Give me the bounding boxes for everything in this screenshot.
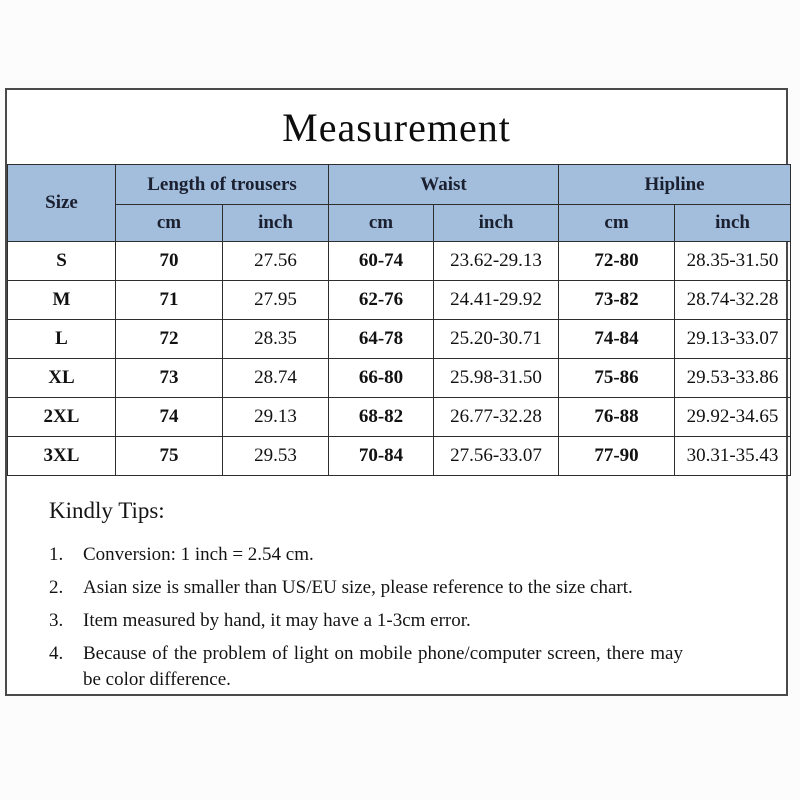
cell-length-inch: 27.56: [223, 242, 329, 281]
page-title: Measurement: [282, 104, 511, 150]
cell-waist-cm: 70-84: [329, 437, 434, 476]
table-row-xl: [8, 359, 791, 398]
col-header-length-inch: inch: [223, 205, 329, 242]
tip-text: Conversion: 1 inch = 2.54 cm.: [83, 544, 314, 565]
col-header-hip-inch: inch: [675, 205, 791, 242]
cell-size: S: [8, 242, 116, 281]
cell-length-cm: 72: [116, 320, 223, 359]
cell-hip-inch: 28.35-31.50: [675, 242, 791, 281]
cell-size: M: [8, 281, 116, 320]
cell-hip-cm: 72-80: [559, 242, 675, 281]
cell-waist-cm: 66-80: [329, 359, 434, 398]
title-bar: [7, 90, 786, 164]
tip-text: Asian size is smaller than US/EU size, please reference to the size chart.: [83, 577, 633, 598]
table-row-s: [8, 242, 791, 281]
col-header-waist-inch: inch: [434, 205, 559, 242]
cell-length-cm: 70: [116, 242, 223, 281]
col-header-length-cm: cm: [116, 205, 223, 242]
cell-length-cm: 74: [116, 398, 223, 437]
col-header-waist: Waist: [329, 165, 559, 205]
cell-length-cm: 75: [116, 437, 223, 476]
cell-length-inch: 29.53: [223, 437, 329, 476]
cell-length-cm: 71: [116, 281, 223, 320]
tip-number: 2.: [49, 577, 64, 598]
cell-hip-inch: 30.31-35.43: [675, 437, 791, 476]
cell-size: 2XL: [8, 398, 116, 437]
tip-item-1: [49, 542, 770, 568]
tip-number: 4.: [49, 643, 64, 664]
cell-size: L: [8, 320, 116, 359]
cell-hip-cm: 76-88: [559, 398, 675, 437]
cell-waist-inch: 25.98-31.50: [434, 359, 559, 398]
cell-waist-cm: 62-76: [329, 281, 434, 320]
cell-waist-cm: 64-78: [329, 320, 434, 359]
cell-waist-inch: 25.20-30.71: [434, 320, 559, 359]
cell-waist-cm: 60-74: [329, 242, 434, 281]
table-row-2xl: [8, 398, 791, 437]
tip-item-2: [49, 575, 770, 601]
tip-text: Item measured by hand, it may have a 1-3cm error.: [83, 610, 471, 631]
col-header-hipline: Hipline: [559, 165, 791, 205]
cell-hip-inch: 29.53-33.86: [675, 359, 791, 398]
col-header-size: Size: [8, 165, 116, 242]
cell-length-inch: 29.13: [223, 398, 329, 437]
measurement-panel: [5, 88, 788, 696]
col-header-hip-cm: cm: [559, 205, 675, 242]
cell-hip-inch: 29.92-34.65: [675, 398, 791, 437]
tip-item-4: [49, 641, 770, 693]
cell-waist-inch: 26.77-32.28: [434, 398, 559, 437]
table-group-header-row: [8, 165, 791, 205]
cell-waist-inch: 23.62-29.13: [434, 242, 559, 281]
tip-item-3: [49, 608, 770, 634]
tip-text: Because of the problem of light on mobile phone/computer screen, there may be color difference.: [83, 643, 683, 690]
cell-waist-inch: 27.56-33.07: [434, 437, 559, 476]
cell-hip-cm: 73-82: [559, 281, 675, 320]
cell-size: 3XL: [8, 437, 116, 476]
tips-heading: Kindly Tips:: [49, 498, 165, 523]
size-chart-table: [7, 164, 791, 476]
cell-hip-cm: 77-90: [559, 437, 675, 476]
cell-length-inch: 28.74: [223, 359, 329, 398]
cell-size: XL: [8, 359, 116, 398]
col-header-waist-cm: cm: [329, 205, 434, 242]
kindly-tips-section: [7, 476, 786, 693]
tip-number: 1.: [49, 544, 64, 565]
table-row-m: [8, 281, 791, 320]
cell-length-inch: 27.95: [223, 281, 329, 320]
cell-hip-cm: 75-86: [559, 359, 675, 398]
table-row-3xl: [8, 437, 791, 476]
cell-waist-inch: 24.41-29.92: [434, 281, 559, 320]
cell-hip-cm: 74-84: [559, 320, 675, 359]
cell-length-inch: 28.35: [223, 320, 329, 359]
cell-hip-inch: 28.74-32.28: [675, 281, 791, 320]
table-unit-header-row: [8, 205, 791, 242]
tip-number: 3.: [49, 610, 64, 631]
cell-hip-inch: 29.13-33.07: [675, 320, 791, 359]
table-row-l: [8, 320, 791, 359]
col-header-length-of-trousers: Length of trousers: [116, 165, 329, 205]
cell-length-cm: 73: [116, 359, 223, 398]
cell-waist-cm: 68-82: [329, 398, 434, 437]
